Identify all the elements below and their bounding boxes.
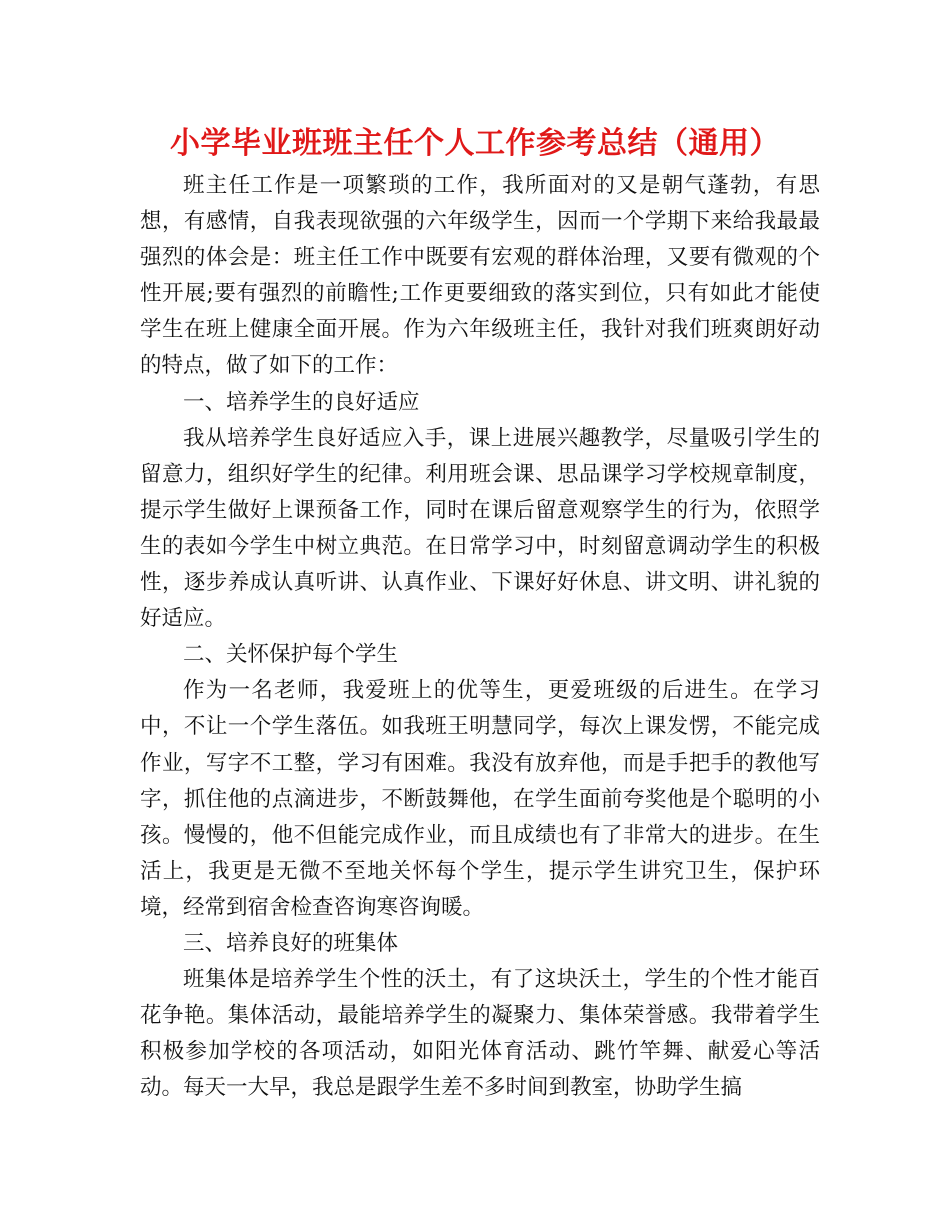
document-body — [140, 168, 820, 1106]
paragraph-intro: 班主任工作是一项繁琐的工作，我所面对的又是朝气蓬勃，有思想，有感情，自我表现欲强的六年级学生，因而一个学期下来给我最最强烈的体会是：班主任工作中既要有宏观的群体治理，又要有微观的个性开展;要有强烈的前瞻性;工作更要细致的落实到位，只有如此才能使学生在班上健康全面开展。作为六年级班主任，我针对我们班爽朗好动的特点，做了如下的工作： — [140, 173, 820, 379]
paragraph-section-1: 我从培养学生良好适应入手，课上进展兴趣教学，尽量吸引学生的留意力，组织好学生的纪律。利用班会课、思品课学习学校规章制度，提示学生做好上课预备工作，同时在课后留意观察学生的行为，依照学生的表如今学生中树立典范。在日常学习中，时刻留意调动学生的积极性，逐步养成认真听讲、认真作业、下课好好休息、讲文明、讲礼貌的好适应。 — [140, 425, 820, 632]
section-heading-3: 三、培养良好的班集体 — [183, 930, 399, 956]
section-heading-2: 二、关怀保护每个学生 — [183, 642, 399, 668]
paragraph-section-2: 作为一名老师，我爱班上的优等生，更爱班级的后进生。在学习中，不让一个学生落伍。如我班王明慧同学，每次上课发愣，不能完成作业，写字不工整，学习有困难。我没有放弃他，而是手把手的教他写字，抓住他的点滴进步，不断鼓舞他，在学生面前夸奖他是个聪明的小孩。慢慢的，他不但能完成作业，而且成绩也有了非常大的进步。在生活上，我更是无微不至地关怀每个学生，提示学生讲究卫生，保护环境，经常到宿舍检查咨询寒咨询暖。 — [140, 678, 820, 920]
paragraph-section-3: 班集体是培养学生个性的沃土，有了这块沃土，学生的个性才能百花争艳。集体活动，最能培养学生的凝聚力、集体荣誉感。我带着学生积极参加学校的各项活动，如阳光体育活动、跳竹竿舞、献爱心等活动。每天一大早，我总是跟学生差不多时间到教室，协助学生搞 — [140, 967, 820, 1101]
document-title: 小学毕业班班主任个人工作参考总结（通用） — [170, 126, 780, 161]
section-heading-1: 一、培养学生的良好适应 — [183, 389, 420, 415]
